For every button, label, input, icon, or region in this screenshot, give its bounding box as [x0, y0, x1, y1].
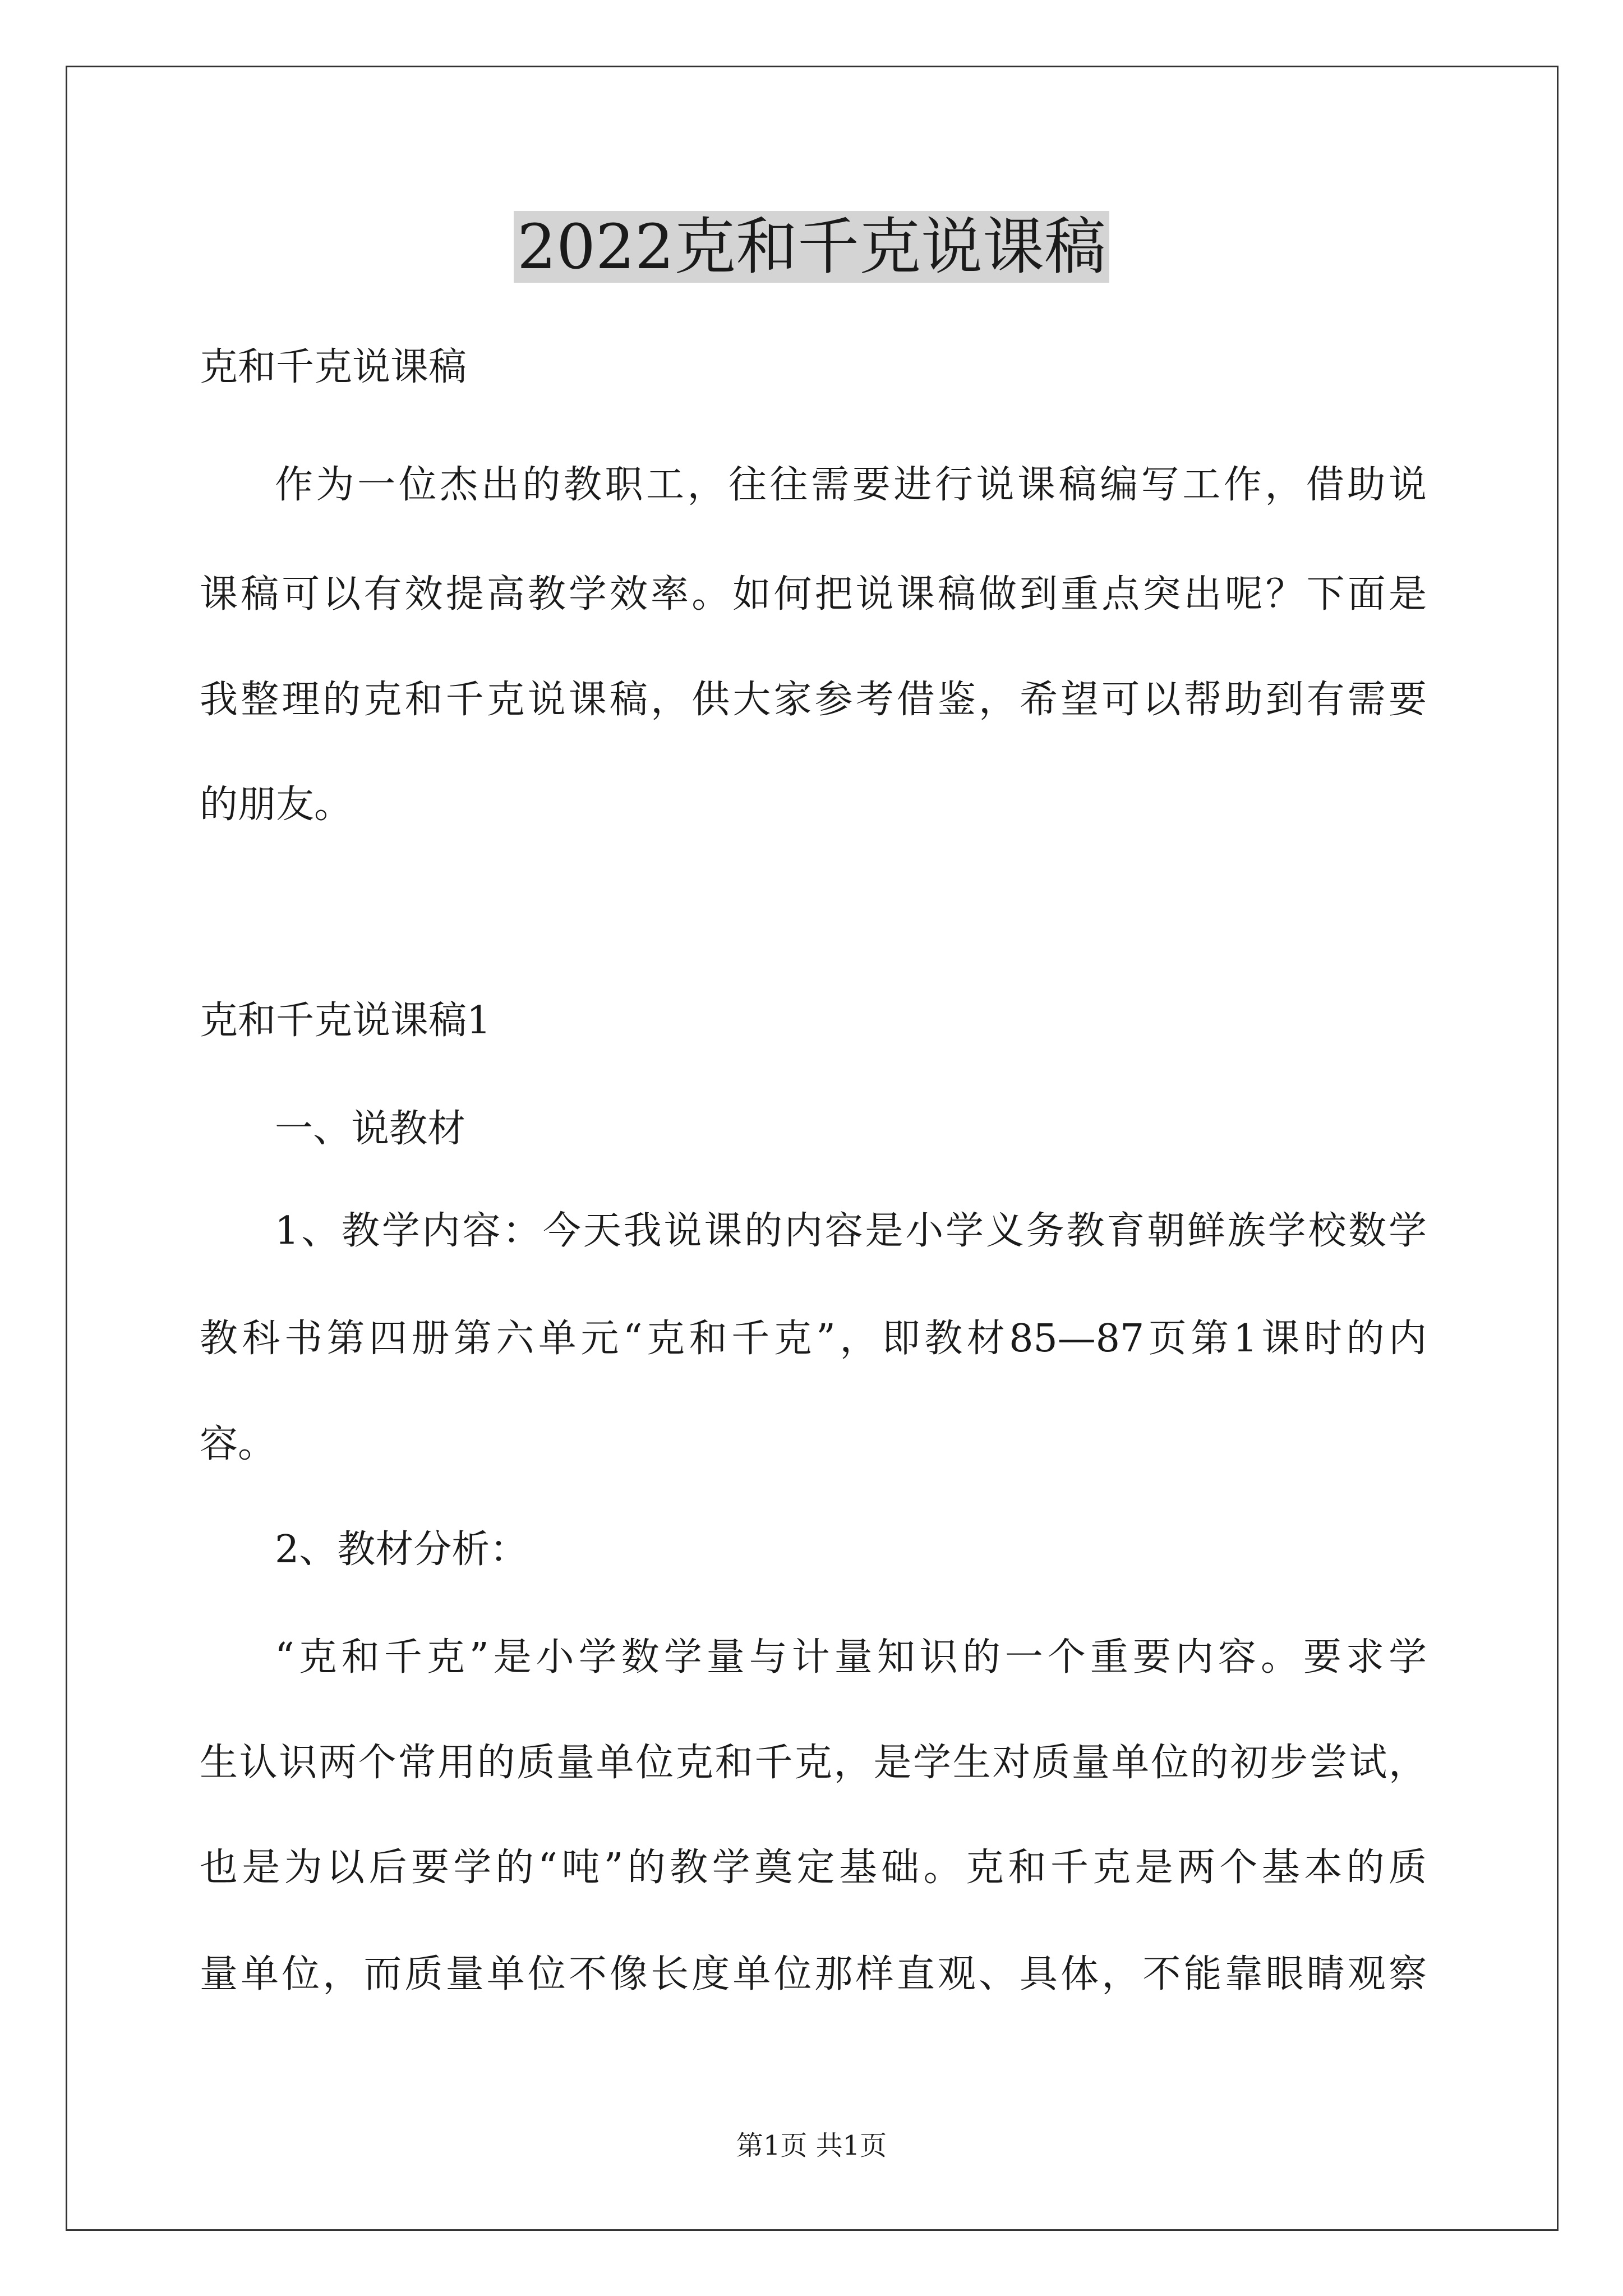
- item1-line-2: 教科书第四册第六单元“克和千克”，即教材85—87页第1课时的内: [200, 1317, 1427, 1361]
- analysis-line-2: 生认识两个常用的质量单位克和千克，是学生对质量单位的初步尝试，: [200, 1741, 1427, 1785]
- intro-line-3: 我整理的克和千克说课稿，供大家参考借鉴，希望可以帮助到有需要: [200, 678, 1427, 722]
- document-title: 2022克和千克说课稿: [0, 205, 1623, 289]
- analysis-line-4: 量单位，而质量单位不像长度单位那样直观、具体，不能靠眼睛观察: [200, 1952, 1427, 1996]
- item2-heading: 2、教材分析：: [275, 1527, 528, 1572]
- section-title: 克和千克说课稿1: [200, 999, 491, 1043]
- heading-teaching-material: 一、说教材: [275, 1107, 466, 1151]
- page-footer: 第1页 共1页: [736, 2130, 887, 2161]
- intro-line-4: 的朋友。: [200, 783, 353, 827]
- intro-line-2: 课稿可以有效提高教学效率。如何把说课稿做到重点突出呢？下面是: [200, 572, 1427, 616]
- item1-line-1: 1、教学内容：今天我说课的内容是小学义务教育朝鲜族学校数学: [275, 1209, 1427, 1253]
- subtitle: 克和千克说课稿: [200, 345, 467, 389]
- intro-line-1: 作为一位杰出的教职工，往往需要进行说课稿编写工作，借助说: [275, 463, 1427, 507]
- analysis-line-3: 也是为以后要学的“吨”的教学奠定基础。克和千克是两个基本的质: [200, 1846, 1427, 1890]
- item1-line-3: 容。: [200, 1422, 276, 1466]
- analysis-line-1: “克和千克”是小学数学量与计量知识的一个重要内容。要求学: [275, 1635, 1427, 1680]
